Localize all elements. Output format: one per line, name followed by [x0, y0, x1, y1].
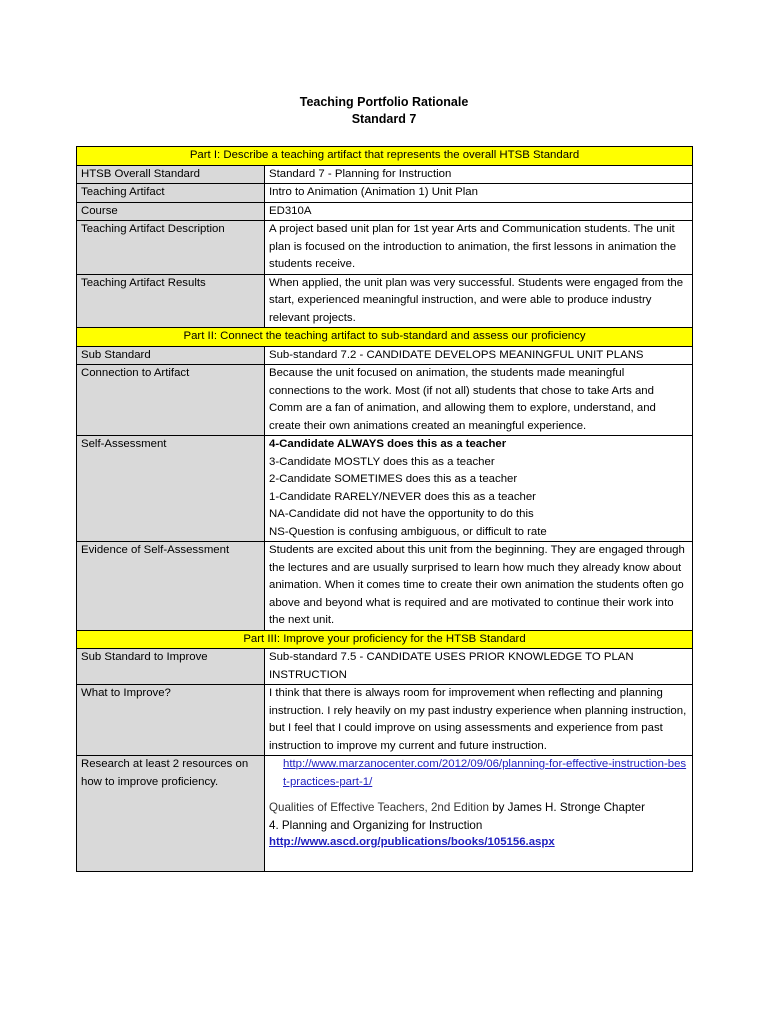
row-value: Sub-standard 7.5 - CANDIDATE USES PRIOR KNOWLEDGE TO PLAN INSTRUCTION: [265, 649, 693, 685]
table-row: [77, 274, 693, 328]
scale-item: 3-Candidate MOSTLY does this as a teacher: [269, 455, 495, 468]
scale-item: 1-Candidate RARELY/NEVER does this as a teacher: [269, 490, 536, 503]
scale-item: 4-Candidate ALWAYS does this as a teacher: [269, 438, 507, 450]
book-reference: [269, 799, 688, 834]
row-value: A project based unit plan for 1st year Arts and Communication students. The unit plan is focused on the introduction to animation, the first lessons in animation the students receive.: [265, 221, 693, 275]
row-label: Teaching Artifact Description: [77, 221, 265, 275]
row-label: Sub Standard to Improve: [77, 649, 265, 685]
table-row: [77, 184, 693, 203]
row-value: ED310A: [265, 202, 693, 221]
title-line-1: Teaching Portfolio Rationale: [299, 95, 469, 109]
marzano-link[interactable]: http://www.marzanocenter.com/2012/09/06/planning-for-effective-instruction-best-practices-part-1/: [283, 758, 687, 788]
research-resources: [265, 756, 693, 872]
row-label: Teaching Artifact: [77, 184, 265, 203]
row-label: Connection to Artifact: [77, 365, 265, 436]
part3-header: Part III: Improve your proficiency for the HTSB Standard: [77, 630, 693, 649]
self-assessment-scale: [265, 436, 693, 542]
table-row: [77, 756, 693, 872]
row-value: When applied, the unit plan was very successful. Students were engaged from the start, experienced meaningful instruction, and were able to produce industry relevant projects.: [265, 274, 693, 328]
table-row: [77, 221, 693, 275]
row-label: Course: [77, 202, 265, 221]
row-label: Research at least 2 resources on how to improve proficiency.: [77, 756, 265, 872]
part2-header-row: [77, 328, 693, 347]
ascd-link[interactable]: http://www.ascd.org/publications/books/105156.aspx: [269, 836, 555, 848]
row-label: Self-Assessment: [77, 436, 265, 542]
document-title: [0, 94, 768, 128]
part1-header: Part I: Describe a teaching artifact that represents the overall HTSB Standard: [77, 147, 693, 166]
row-value: Students are excited about this unit from the beginning. They are engaged through the lectures and are usually surprised to learn how much they already know about animation. When it comes time to create their own animation the students often go above and beyond what is required and are motivated to continue their work into the next unit.: [265, 542, 693, 631]
row-value: Because the unit focused on animation, the students made meaningful connections to the work. Most (if not all) students that chose to take Arts and Comm are a fan of animation, and allowing them to explore, understand, and create their own animations created an meaningful experience.: [265, 365, 693, 436]
book-chapter-a: Chapter: [603, 801, 645, 814]
row-label: Evidence of Self-Assessment: [77, 542, 265, 631]
table-row: [77, 685, 693, 756]
row-value: Standard 7 - Planning for Instruction: [265, 165, 693, 184]
book-author: by James H. Stronge: [488, 801, 604, 814]
table-row: [77, 346, 693, 365]
book-title: Qualities of Effective Teachers, 2nd Edition: [269, 801, 489, 814]
row-value: Sub-standard 7.2 - CANDIDATE DEVELOPS MEANINGFUL UNIT PLANS: [265, 346, 693, 365]
row-label: What to Improve?: [77, 685, 265, 756]
row-value: I think that there is always room for improvement when reflecting and planning instruction. I rely heavily on my past industry experience when planning instruction, but I feel that I could improve on using assessments and experience from past instruction to improve my current and future instruction.: [265, 685, 693, 756]
book-chapter-b: 4. Planning and Organizing for Instruction: [269, 818, 483, 832]
rationale-table: [76, 146, 693, 872]
scale-item: NA-Candidate did not have the opportunity to do this: [269, 508, 534, 520]
scale-item: NS-Question is confusing ambiguous, or difficult to rate: [269, 525, 547, 538]
table-row: [77, 165, 693, 184]
table-row: [77, 436, 693, 542]
row-label: Sub Standard: [77, 346, 265, 365]
table-row: [77, 202, 693, 221]
table-row: [77, 365, 693, 436]
part1-header-row: [77, 147, 693, 166]
table-row: [77, 649, 693, 685]
row-value: Intro to Animation (Animation 1) Unit Plan: [265, 184, 693, 203]
title-line-2: Standard 7: [351, 112, 417, 126]
part2-header: Part II: Connect the teaching artifact to sub-standard and assess our proficiency: [77, 328, 693, 347]
row-label: HTSB Overall Standard: [77, 165, 265, 184]
row-label: Teaching Artifact Results: [77, 274, 265, 328]
part3-header-row: [77, 630, 693, 649]
scale-item: 2-Candidate SOMETIMES does this as a teacher: [269, 473, 518, 485]
table-row: [77, 542, 693, 631]
